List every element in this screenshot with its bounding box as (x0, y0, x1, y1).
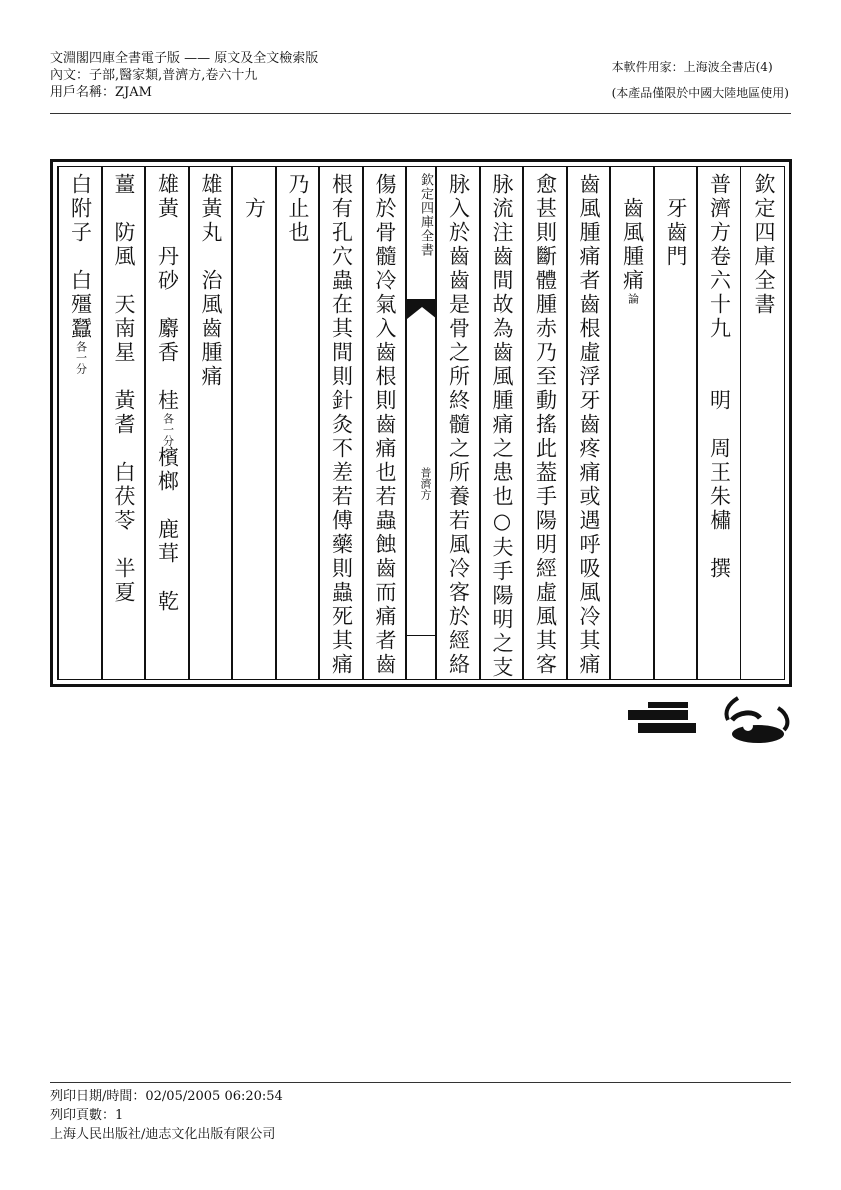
column-main-text: 根有孔穴蟲在其間則針灸不差若傅藥則蟲死其痛 (329, 173, 354, 677)
text-column (567, 167, 611, 679)
header-usage-restriction: (本產品僅限於中國大陸地區使用) (611, 86, 789, 100)
interlinear-note: 各一分 (74, 341, 88, 374)
column-main-text: 普濟方卷六十九 明 周王朱橚 撰 (707, 173, 732, 581)
page-center-banner (406, 167, 436, 679)
text-column (145, 167, 189, 679)
text-column (610, 167, 654, 679)
column-text (655, 173, 697, 269)
column-text (59, 173, 101, 374)
footer (50, 1087, 283, 1144)
column-text (741, 173, 785, 317)
text-column (654, 167, 698, 679)
header-rule (50, 113, 791, 114)
scan-page-frame (50, 159, 792, 687)
publisher-logo-icon (628, 690, 796, 750)
column-text (611, 173, 653, 304)
header-content-path: 內文：子部,醫家類,普濟方,卷六十九 (50, 68, 258, 83)
column-text (103, 173, 145, 605)
text-column (697, 167, 741, 679)
column-main-text: 脉流注齒間故為齒風腫痛之患也○夫手陽明之支 (490, 173, 514, 680)
footer-page-count: 列印頁數：1 (50, 1108, 124, 1123)
text-column (523, 167, 567, 679)
column-text (320, 173, 362, 677)
footer-publisher: 上海人民出版社/迪志文化出版有限公司 (50, 1127, 276, 1142)
scan-page-inner (57, 166, 785, 680)
column-main-text: 雄黃 丹砂 麝香 桂 (155, 173, 180, 413)
column-main-text: 傷於骨髓冷氣入齒根則齒痛也若蟲蝕齒而痛者齒 (373, 173, 397, 677)
interlinear-note: 論 (626, 293, 640, 304)
text-column (232, 167, 276, 679)
column-main-text: 愈甚則斷體腫赤乃至動搖此葢手陽明經虛風其客 (533, 173, 558, 677)
header-left (50, 50, 318, 101)
column-text (364, 173, 406, 677)
text-column (102, 167, 146, 679)
column-text (233, 173, 275, 221)
text-column (276, 167, 320, 679)
text-column (741, 167, 785, 679)
column-main-text: 欽定四庫全書 (752, 173, 776, 317)
text-column (58, 167, 102, 679)
banner-book-title: 普濟方 (419, 467, 432, 500)
column-text (146, 173, 188, 614)
header-licensee: 本軟件用家：上海波全書店(4) (611, 60, 773, 74)
footer-rule (50, 1082, 791, 1083)
banner-divider (407, 635, 435, 636)
column-main-text: 牙齒門 (664, 173, 688, 269)
header-username: 用戶名稱：ZJAM (50, 85, 152, 100)
text-column (436, 167, 480, 679)
column-main-text: 方 (242, 173, 267, 221)
column-text (277, 173, 319, 245)
text-column (319, 167, 363, 679)
column-text (568, 173, 610, 677)
header-product-title: 文淵閣四庫全書電子版 —— 原文及全文檢索版 (50, 51, 319, 66)
column-text (481, 173, 523, 680)
interlinear-note: 各一分 (161, 413, 175, 446)
column-main-text: 薑 防風 天南星 黃耆 白茯苓 半夏 (112, 173, 136, 605)
header-right (612, 54, 789, 106)
text-column (363, 167, 407, 679)
column-text (437, 173, 479, 677)
column-main-text: 雄黃丸 治風齒腫痛 (199, 173, 223, 389)
column-main-text: 乃止也 (286, 173, 310, 245)
column-tail-text: 檳榔 鹿茸 乾 (155, 446, 180, 614)
footer-print-datetime: 列印日期/時間：02/05/2005 06:20:54 (50, 1089, 283, 1104)
column-main-text: 齒風腫痛者齒根虛浮牙齒疼痛或遇呼吸風冷其痛 (577, 173, 601, 677)
column-text (190, 173, 232, 389)
text-column (189, 167, 233, 679)
column-main-text: 脉入於齒齒是骨之所終髓之所養若風冷客於經絡 (446, 173, 471, 677)
column-main-text: 白附子 白殭蠶 (68, 173, 93, 341)
text-column (480, 167, 524, 679)
column-text (698, 173, 740, 581)
banner-title: 欽定四庫全書 (418, 173, 433, 257)
column-text (524, 173, 566, 677)
column-main-text: 齒風腫痛 (620, 173, 645, 293)
fishtail-mark-icon (407, 299, 437, 325)
